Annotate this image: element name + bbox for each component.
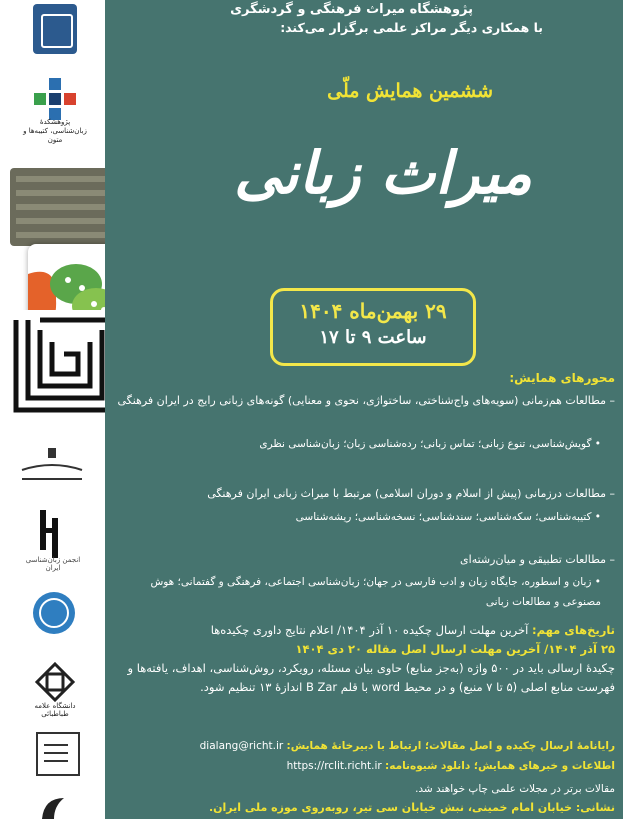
dehkhoda-logo-icon: [36, 732, 80, 776]
axis-heading: – مطالعات درزمانی (پیش از اسلام و دوران اسلامی) مرتبط با میراث زبانی ایران فرهنگی: [207, 487, 615, 500]
conference-title: میراث زبانی: [234, 139, 532, 207]
site-label: اطلاعات و خبرهای همایش؛ دانلود شیوه‌نامه:: [385, 760, 615, 772]
linguistics-society-logo-icon: [38, 510, 60, 558]
axis-bullet-text: زبان و اسطوره، جایگاه زبان و ادب فارسی در جهان؛ زبان‌شناسی اجتماعی، فرهنگی و گفتمانی؛ هوش مصنوعی و مطالعات زبانی: [150, 576, 601, 608]
collaboration-line: با همکاری دیگر مراکز علمی برگزار می‌کند:: [280, 20, 543, 35]
axis-heading: – مطالعات هم‌زمانی (سویه‌های واج‌شناختی، ساختواژی، نحوی و معنایی) گونه‌های زبانی رایج در ایران فرهنگی: [117, 394, 615, 407]
dates-line1: آخرین مهلت ارسال چکیده ۱۰ آذر ۱۴۰۴/ اعلام نتایج داوری چکیده‌ها: [210, 623, 532, 637]
ministry-logo-icon: [20, 448, 84, 488]
edition-label: ششمین همایش ملّی: [327, 80, 493, 102]
richt-logo-icon: [33, 4, 77, 54]
journal-note: مقالات برتر در مجلات علمی چاپ خواهند شد.: [415, 783, 615, 795]
axis-bullet-text: گویش‌شناسی، تنوع زبانی؛ تماس زبانی؛ رده‌شناسی زبان؛ زبان‌شناسی نظری: [259, 438, 592, 450]
axis-bullet: • زبان و اسطوره، جایگاه زبان و ادب فارسی در جهان؛ زبان‌شناسی اجتماعی، فرهنگی و گفتمانی؛ هوش مصنوعی و مطالعات زبانی: [150, 576, 601, 608]
n-logo-caption: انجمن زبان‌شناسی ایران: [25, 556, 81, 572]
axes-title: محورهای همایش:: [509, 371, 615, 385]
email-label: رایانامهٔ ارسال چکیده و اصل مقالات؛ ارتباط با دبیرخانهٔ همایش:: [286, 740, 615, 752]
dates-line2: ۲۵ آذر ۱۴۰۴/ آخرین مهلت ارسال اصل مقاله ۲۰ دی ۱۴۰۴: [295, 642, 615, 656]
announcement-panel: [105, 0, 623, 819]
bottom-logo-icon: [38, 794, 72, 819]
dates-label: تاریخ‌های مهم:: [531, 623, 615, 637]
site-row: [110, 760, 615, 778]
partner-logos-sidebar: [0, 0, 106, 819]
atu-logo-caption: دانشگاه علامه طباطبائی: [34, 702, 76, 718]
atu-logo-icon: [34, 662, 76, 702]
email-link[interactable]: dialang@richt.ir: [199, 740, 284, 752]
submission-note: چکیدهٔ ارسالی باید در ۵۰۰ واژه (به‌جز منابع) حاوی بیان مسئله، رویکرد، روش‌شناسی، اهداف، یافته‌ها و فهرست منابع اصلی (۵ تا ۷ منبع) و در محیط word با قلم B Zar اندازهٔ ۱۳ تنظیم شود.: [127, 661, 615, 694]
axis-bullet: • کتیبه‌شناسی؛ سکه‌شناسی؛ سندشناسی؛ نسخه‌شناسی؛ ریشه‌شناسی: [295, 511, 601, 523]
site-link[interactable]: https://rclit.richt.ir: [286, 760, 382, 772]
important-dates: [110, 621, 615, 697]
axis-bullet: • گویش‌شناسی، تنوع زبانی؛ تماس زبانی؛ رده‌شناسی زبان؛ زبان‌شناسی نظری: [259, 438, 601, 450]
email-row: [110, 740, 615, 758]
event-date: ۲۹ بهمن‌ماه ۱۴۰۴: [299, 299, 447, 323]
tehran-university-logo-icon: [33, 592, 75, 634]
event-time: ساعت ۹ تا ۱۷: [319, 327, 427, 348]
organizer-line: پژوهشگاه میراث فرهنگی و گردشگری: [230, 2, 473, 17]
linguistics-cross-logo-icon: [34, 78, 76, 120]
cross-logo-caption: پژوهشکدهٔ زبان‌شناسی، کتیبه‌ها و متون: [23, 118, 87, 144]
axis-heading: – مطالعات تطبیقی و میان‌رشته‌ای: [460, 553, 615, 566]
date-box: [270, 288, 476, 366]
kufic-maze-logo-icon: [12, 310, 117, 418]
address: نشانی: خیابان امام خمینی، نبش خیابان سی تیر، روبه‌روی موزه ملی ایران.: [208, 801, 615, 814]
axis-bullet-text: کتیبه‌شناسی؛ سکه‌شناسی؛ سندشناسی؛ نسخه‌شناسی؛ ریشه‌شناسی: [295, 511, 592, 523]
